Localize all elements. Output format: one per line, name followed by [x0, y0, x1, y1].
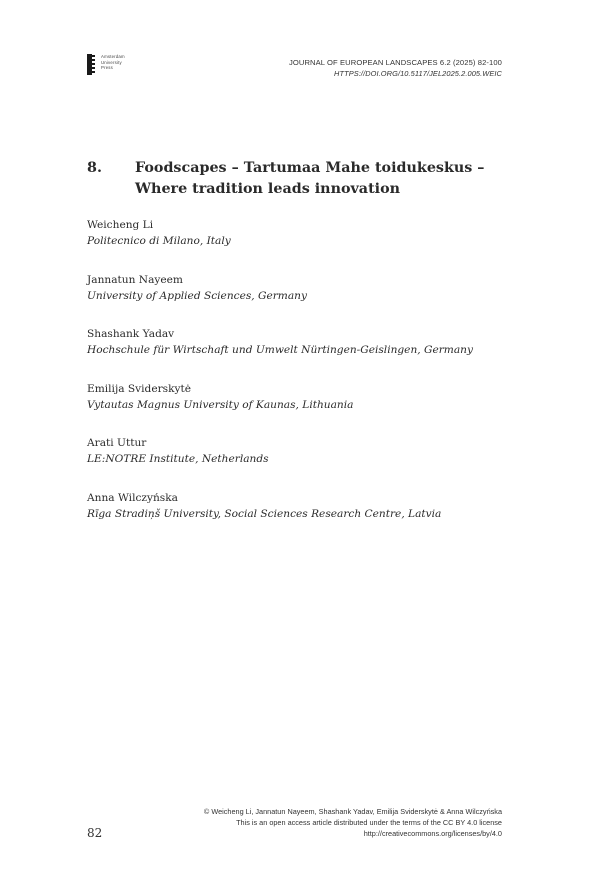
author-name: Emilija Sviderskytė [87, 382, 192, 395]
author-entry [87, 435, 527, 490]
author-affiliation: Vytautas Magnus University of Kaunas, Lithuania [87, 398, 354, 411]
chapter-title-line: Foodscapes – Tartumaa Mahe toidukeskus – [135, 160, 485, 176]
author-affiliation: Rīga Stradiņš University, Social Sciences Research Centre, Latvia [87, 507, 442, 520]
journal-header [289, 57, 502, 79]
page-number: 82 [87, 826, 103, 840]
publisher-name [101, 54, 125, 71]
author-entry [87, 490, 527, 545]
publisher-logo [87, 54, 125, 75]
author-name: Weicheng Li [87, 219, 154, 231]
author-name: Jannatun Nayeem [87, 273, 183, 286]
chapter-title [135, 158, 505, 200]
journal-citation: JOURNAL OF EUROPEAN LANDSCAPES 6.2 (2025) 82-100 [288, 58, 502, 67]
author-list [87, 217, 527, 544]
author-affiliation: Hochschule für Wirtschaft und Umwelt Nürtingen-Geislingen, Germany [87, 344, 473, 356]
copyright-line: © Weicheng Li, Jannatun Nayeem, Shashank Yadav, Emilija Sviderskytė & Anna Wilczyńska [203, 807, 502, 816]
publisher-line: University [101, 59, 122, 65]
author-name: Shashank Yadav [87, 328, 175, 340]
license-notice [204, 806, 502, 840]
chapter-number: 8. [87, 160, 102, 176]
author-affiliation: Politecnico di Milano, Italy [87, 235, 231, 247]
license-line: This is an open access article distributed under the terms of the CC BY 4.0 license [236, 818, 502, 828]
publisher-line: Amsterdam [101, 54, 125, 59]
author-entry [87, 217, 527, 272]
author-entry [87, 381, 527, 436]
license-link[interactable]: http://creativecommons.org/licenses/by/4.0 [363, 829, 502, 839]
aup-logo-icon [87, 54, 96, 75]
doi-link[interactable]: HTTPS://DOI.ORG/10.5117/JEL2025.2.005.WEIC [334, 69, 502, 78]
chapter-title-line: Where tradition leads innovation [135, 181, 401, 197]
author-entry [87, 272, 527, 327]
author-affiliation: LE:NOTRE Institute, Netherlands [87, 453, 269, 465]
publisher-line: Press [101, 65, 113, 71]
author-name: Arati Uttur [87, 437, 147, 449]
author-entry [87, 326, 527, 381]
author-affiliation: University of Applied Sciences, Germany [87, 289, 307, 302]
author-name: Anna Wilczyńska [87, 491, 178, 504]
